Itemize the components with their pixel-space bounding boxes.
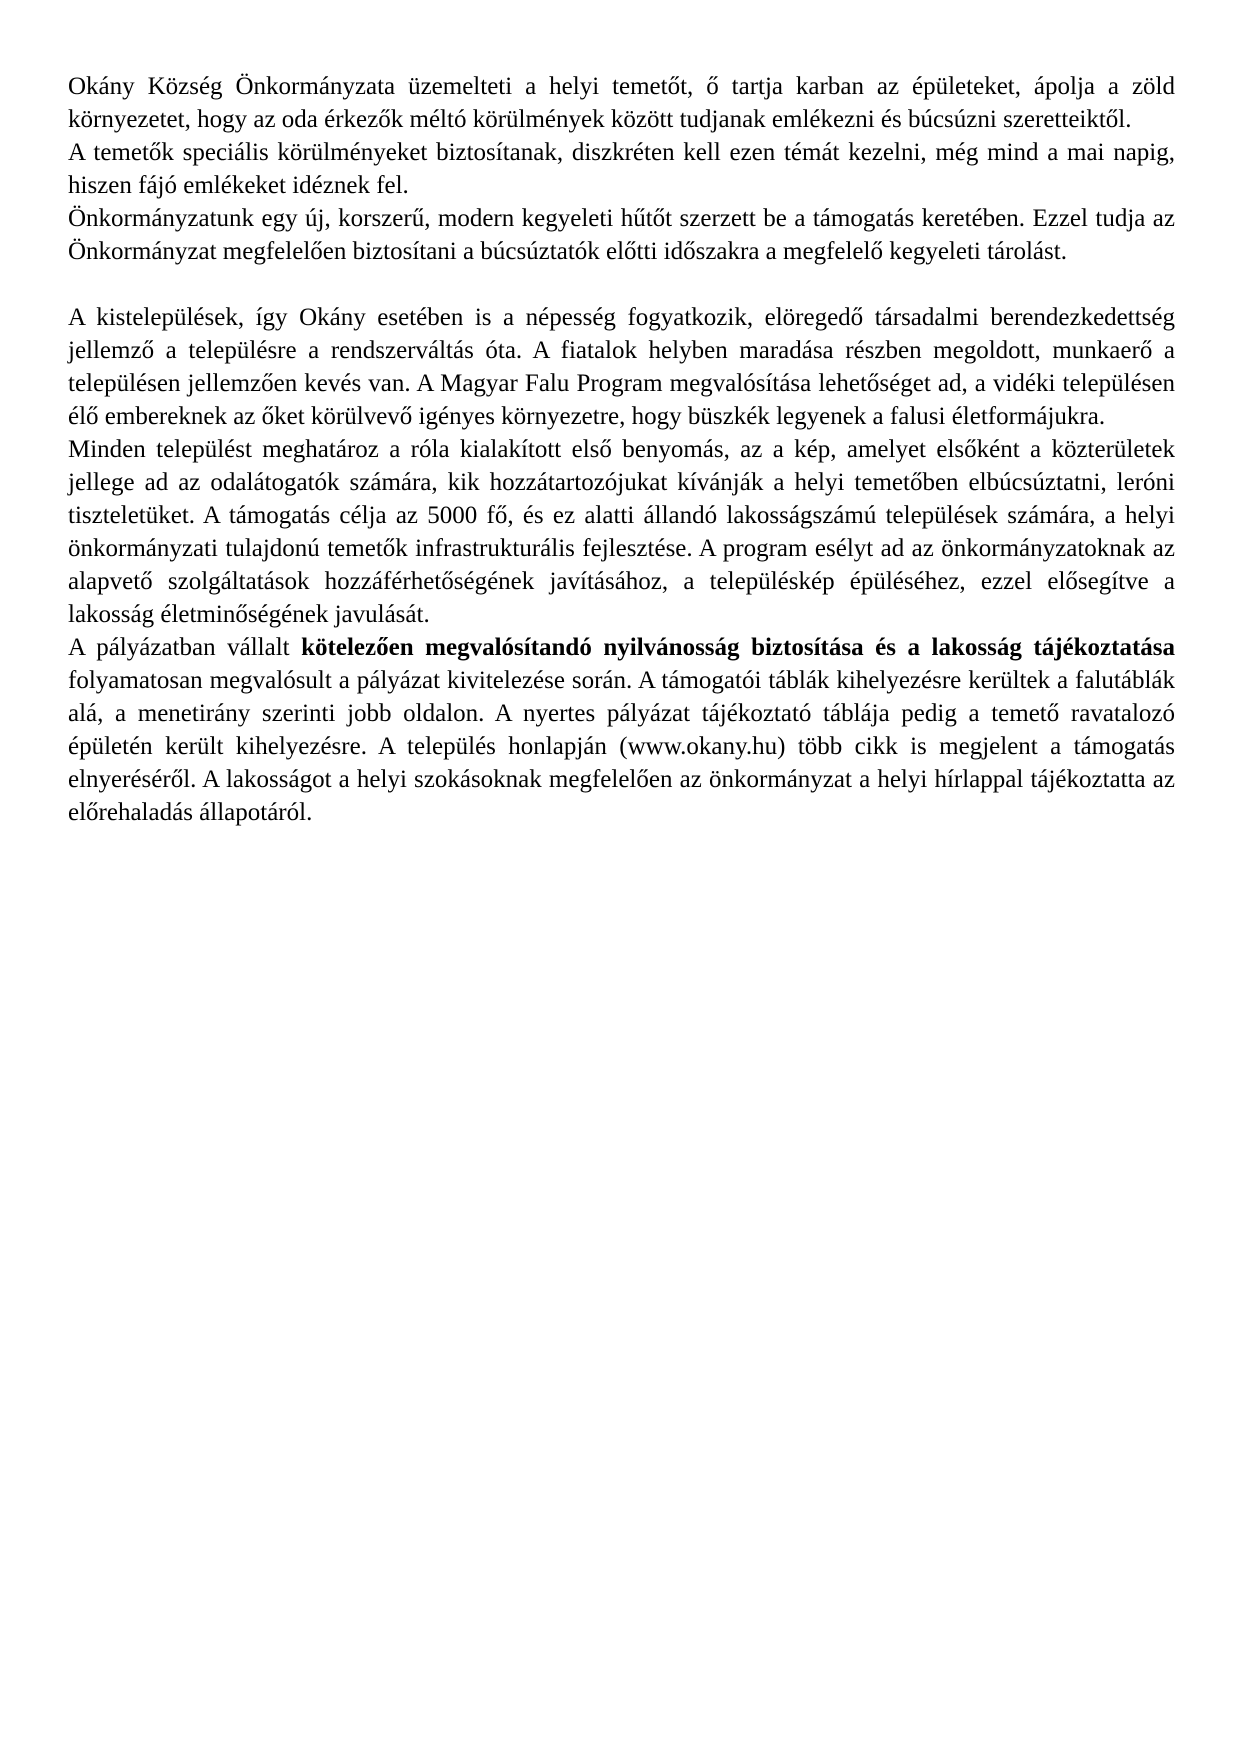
text-segment: A kistelepülések, így Okány esetében is a népesség fogyatkozik, elöregedő társadalmi berendezkedettség jellemző a településre a rendszerváltás óta. A fiatalok helyben maradása részben megoldott, munkaerő a településen jellemzően kevés van. A Magyar Falu Program megvalósítása lehetőséget ad, a vidéki településen élő embereknek az őket körülvevő igényes környezetre, hogy büszkék legyenek a falusi életformájukra. — [68, 304, 1175, 430]
paragraph — [68, 433, 1175, 631]
text-segment: Önkormányzatunk egy új, korszerű, modern kegyeleti hűtőt szerzett be a támogatás keretében. Ezzel tudja az Önkormányzat megfelelően biztosítani a búcsúztatók előtti időszakra a megfelelő kegyeleti tárolást. — [68, 205, 1175, 265]
paragraph — [68, 70, 1175, 136]
text-segment: folyamatosan megvalósult a pályázat kivitelezése során. A támogatói táblák kihelyezésre kerültek a falutáblák alá, a menetirány szerinti jobb oldalon. A nyertes pályázat tájékoztató táblája pedig a temető ravatalozó épületén került kihelyezésre. A település honlapján (www.okany.hu) több cikk is megjelent a támogatás elnyeréséről. A lakosságot a helyi szokásoknak megfelelően az önkormányzat a helyi hírlappal tájékoztatta az előrehaladás állapotáról. — [68, 667, 1175, 826]
text-segment: Okány Község Önkormányzata üzemelteti a helyi temetőt, ő tartja karban az épületeket, ápolja a zöld környezetet, hogy az oda érkezők méltó körülmények között tudjanak emlékezni és búcsúzni szeretteiktől. — [68, 73, 1175, 133]
text-segment: A pályázatban vállalt — [68, 634, 302, 661]
paragraph — [68, 136, 1175, 202]
paragraph — [68, 631, 1175, 829]
bold-text-segment: kötelezően megvalósítandó nyilvánosság biztosítása és a lakosság tájékoztatása — [301, 634, 1175, 661]
paragraph — [68, 301, 1175, 433]
paragraph-spacer — [68, 268, 1175, 301]
paragraph — [68, 202, 1175, 268]
text-segment: Minden települést meghatároz a róla kialakított első benyomás, az a kép, amelyet elsőként a közterületek jellege ad az odalátogatók számára, kik hozzátartozójukat kívánják a helyi temetőben elbúcsúztatni, leróni tiszteletüket. A támogatás célja az 5000 fő, és ez alatti állandó lakosságszámú települések számára, a helyi önkormányzati tulajdonú temetők infrastrukturális fejlesztése. A program esélyt ad az önkormányzatoknak az alapvető szolgáltatások hozzáférhetőségének javításához, a településkép épüléséhez, ezzel elősegítve a lakosság életminőségének javulását. — [68, 436, 1175, 628]
document-body — [68, 70, 1175, 829]
text-segment: A temetők speciális körülményeket biztosítanak, diszkréten kell ezen témát kezelni, még mind a mai napig, hiszen fájó emlékeket idéznek fel. — [68, 139, 1175, 199]
